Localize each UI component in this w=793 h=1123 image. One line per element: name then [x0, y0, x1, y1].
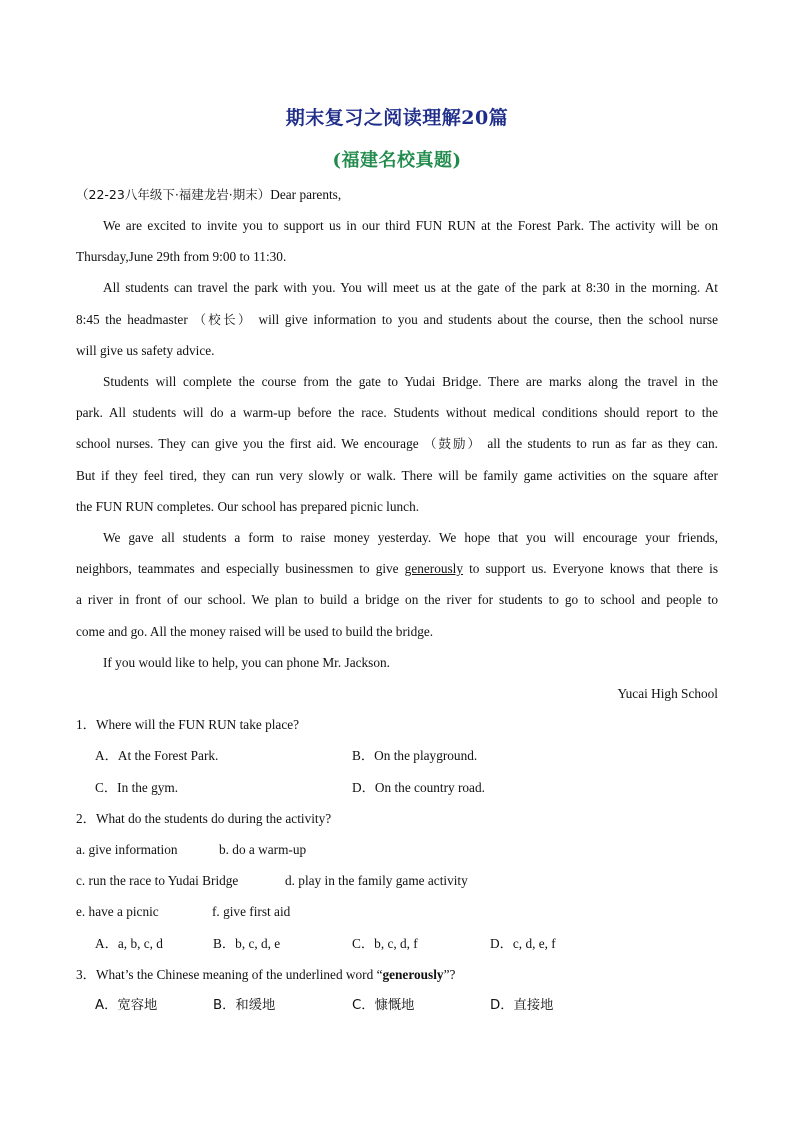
- text-span: neighbors, teammates and especially businessmen to give: [76, 561, 399, 576]
- paragraph-2-line-2: [76, 311, 718, 329]
- paragraph-5: If you would like to help, you can phone Mr. Jackson.: [103, 655, 390, 670]
- paragraph-1-line-1: We are excited to invite you to support us in our third FUN RUN at the Forest Park. The activity will be on: [103, 218, 718, 233]
- page-title: 期末复习之阅读理解20篇: [285, 107, 509, 129]
- q2-option-a: A．a, b, c, d: [95, 936, 163, 951]
- paragraph-3-line-4: But if they feel tired, they can run very slowly or walk. There will be family game activities on the square after: [76, 468, 718, 483]
- paragraph-1-line-2: Thursday,June 29th from 9:00 to 11:30.: [76, 249, 287, 264]
- q3-option-a: A．宽容地: [95, 998, 158, 1013]
- chinese-gloss: （鼓励）: [423, 436, 482, 451]
- q1-option-b: B．On the playground.: [352, 748, 478, 763]
- paragraph-4-line-1: We gave all students a form to raise money yesterday. We hope that you will encourage your friends,: [103, 530, 718, 545]
- page-subtitle: (福建名校真题): [332, 150, 462, 171]
- q3-option-c: C．慷慨地: [352, 998, 415, 1013]
- q1-option-c: C．In the gym.: [95, 780, 179, 795]
- paragraph-2-line-3: will give us safety advice.: [76, 343, 215, 358]
- q1-option-d: D．On the country road.: [352, 780, 485, 795]
- passage-source-line: [76, 186, 718, 204]
- paragraph-4-line-3: a river in front of our school. We plan to build a bridge on the river for students to go to school and people to: [76, 592, 718, 607]
- text-span: 3．What’s the Chinese meaning of the underlined word “: [76, 967, 383, 982]
- question-3-stem: [76, 966, 718, 984]
- text-span: ”?: [443, 967, 456, 982]
- q2-item-a: a. give information: [76, 842, 178, 857]
- question-1-stem: 1．Where will the FUN RUN take place?: [76, 717, 300, 732]
- text-span: school nurses. They can give you the first aid. We encourage: [76, 436, 419, 451]
- paragraph-3-line-3: [76, 435, 718, 453]
- q2-item-d: d. play in the family game activity: [285, 873, 468, 888]
- paragraph-3-line-5: the FUN RUN completes. Our school has prepared picnic lunch.: [76, 499, 420, 514]
- paragraph-2-line-1: All students can travel the park with you. You will meet us at the gate of the park at 8:30 in the morning. At: [103, 280, 718, 295]
- q3-option-d: D．直接地: [490, 998, 554, 1013]
- bold-word: generously: [382, 967, 444, 982]
- paragraph-3-line-1: Students will complete the course from the gate to Yudai Bridge. There are marks along the travel in the: [103, 374, 718, 389]
- q2-option-c: C．b, c, d, f: [352, 936, 418, 951]
- q2-item-e: e. have a picnic: [76, 904, 159, 919]
- paragraph-3-line-2: park. All students will do a warm-up before the race. Students without medical conditions should report to the: [76, 405, 718, 420]
- source-tag: （22-23八年级下·福建龙岩·期末）: [76, 187, 271, 202]
- q1-option-a: A．At the Forest Park.: [95, 748, 219, 763]
- text-span: will give information to you and students about the course, then the school nurse: [258, 312, 718, 327]
- text-span: 8:45 the headmaster: [76, 312, 188, 327]
- question-2-stem: 2．What do the students do during the activity?: [76, 811, 332, 826]
- q3-option-b: B．和缓地: [213, 998, 276, 1013]
- paragraph-4-line-4: come and go. All the money raised will be used to build the bridge.: [76, 624, 434, 639]
- q2-option-b: B．b, c, d, e: [213, 936, 281, 951]
- q2-item-f: f. give first aid: [212, 904, 291, 919]
- text-span: all the students to run as far as they can.: [487, 436, 718, 451]
- signature: Yucai High School: [617, 686, 718, 701]
- chinese-gloss: （校长）: [193, 312, 253, 327]
- underlined-word: generously: [404, 561, 464, 576]
- paragraph-4-line-2: [76, 560, 718, 578]
- text-span: to support us. Everyone knows that there is: [469, 561, 719, 576]
- q2-item-b: b. do a warm-up: [219, 842, 307, 857]
- q2-item-c: c. run the race to Yudai Bridge: [76, 873, 239, 888]
- greeting: Dear parents,: [270, 187, 342, 202]
- q2-option-d: D．c, d, e, f: [490, 936, 556, 951]
